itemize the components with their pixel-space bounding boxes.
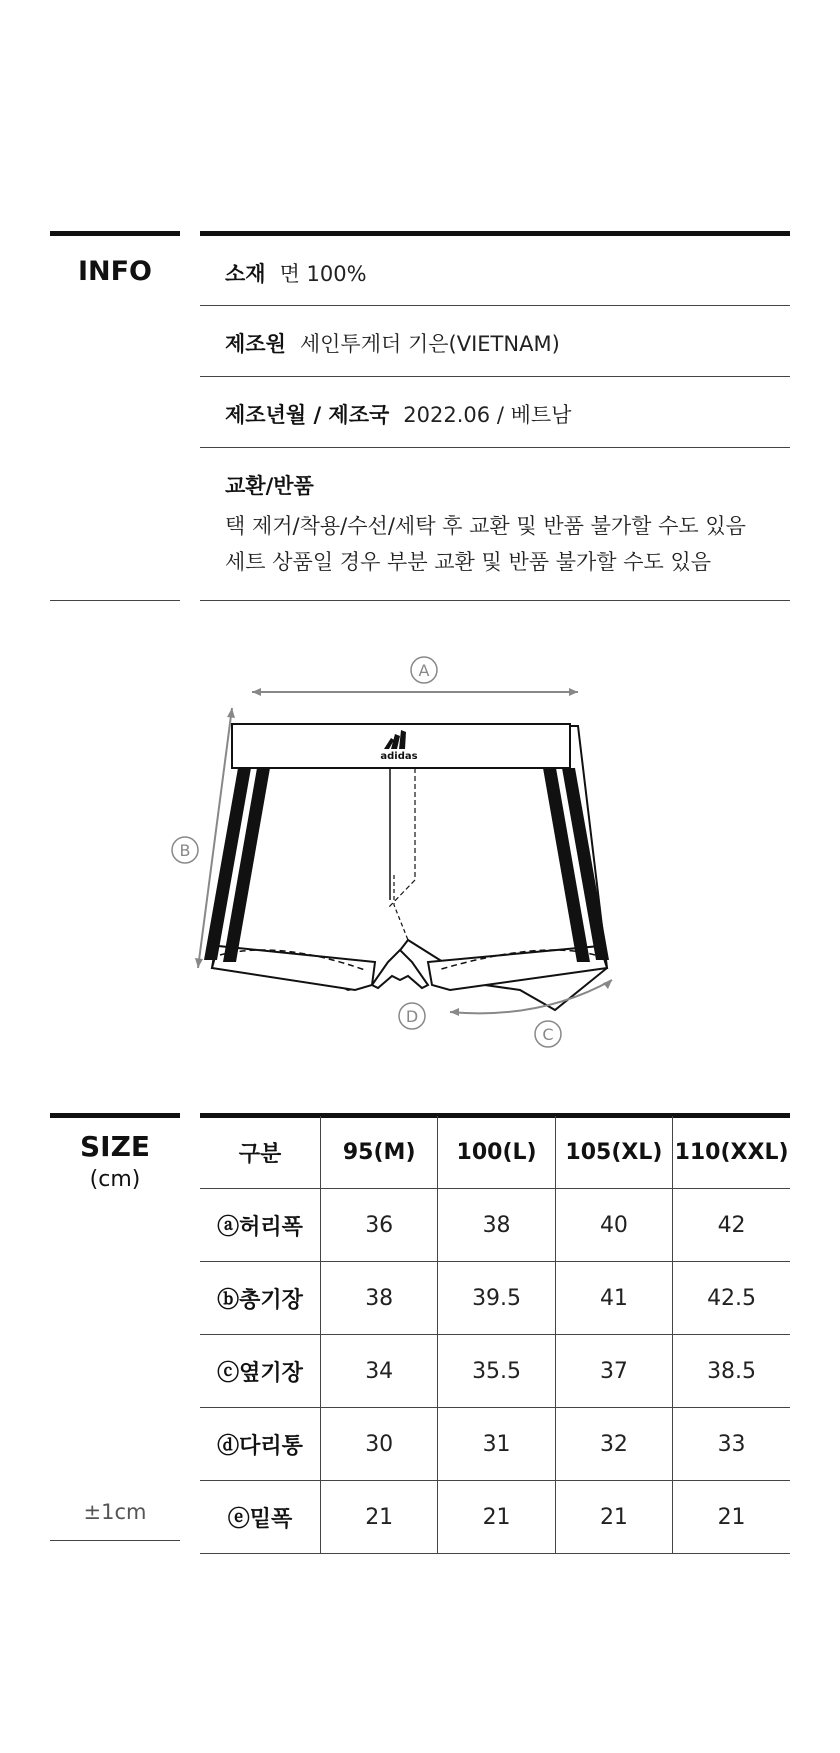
- info-bottom-rule: [200, 600, 790, 601]
- table-cell: 40: [555, 1189, 672, 1262]
- table-cell: 35.5: [438, 1335, 555, 1408]
- info-divider: [200, 305, 790, 306]
- table-cell: 39.5: [438, 1262, 555, 1335]
- date-value: 2022.06 / 베트남: [403, 403, 572, 427]
- date-label: 제조년월 / 제조국: [225, 403, 390, 427]
- arrow-a-right: [569, 688, 578, 696]
- info-section-title: [50, 256, 180, 287]
- table-row: [200, 1408, 790, 1481]
- table-cell: 21: [321, 1481, 438, 1554]
- size-title: SIZE: [79, 1130, 150, 1163]
- info-divider: [200, 447, 790, 448]
- table-row: [200, 1481, 790, 1554]
- table-cell: 32: [555, 1408, 672, 1481]
- table-cell: 38: [321, 1262, 438, 1335]
- mark-b-label: B: [179, 841, 191, 860]
- table-cell: 21: [555, 1481, 672, 1554]
- table-cell: 21: [438, 1481, 555, 1554]
- size-tolerance: ±1cm: [83, 1500, 147, 1524]
- size-section-title: [50, 1130, 180, 1192]
- mark-a-label: A: [418, 661, 430, 680]
- shorts-diagram: [160, 650, 640, 1050]
- size-label-top-rule: [50, 1113, 180, 1118]
- mark-c-label: C: [542, 1025, 554, 1044]
- table-row: [200, 1189, 790, 1262]
- table-row: [200, 1262, 790, 1335]
- table-row-label: ⓓ다리통: [200, 1408, 321, 1481]
- table-header-cell: 110(XXL): [673, 1116, 790, 1189]
- table-cell: 34: [321, 1335, 438, 1408]
- material-value: 면 100%: [279, 262, 367, 286]
- exchange-notes: [225, 508, 790, 580]
- size-unit: (cm): [89, 1167, 141, 1192]
- exchange-line-2: 세트 상품일 경우 부분 교환 및 반품 불가할 수도 있음: [225, 550, 712, 574]
- info-title: INFO: [77, 256, 153, 287]
- table-cell: 33: [673, 1408, 790, 1481]
- table-cell: 42: [673, 1189, 790, 1262]
- info-top-rule: [200, 231, 790, 236]
- table-cell: 41: [555, 1262, 672, 1335]
- table-cell: 30: [321, 1408, 438, 1481]
- exchange-label: 교환/반품: [225, 474, 314, 498]
- table-cell: 38.5: [673, 1335, 790, 1408]
- arrow-c-left: [450, 1008, 459, 1016]
- info-label-top-rule: [50, 231, 180, 236]
- size-table-header: [200, 1116, 790, 1189]
- table-row-label: ⓒ옆기장: [200, 1335, 321, 1408]
- table-cell: 37: [555, 1335, 672, 1408]
- exchange-line-1: 택 제거/착용/수선/세탁 후 교환 및 반품 불가할 수도 있음: [225, 514, 746, 538]
- table-cell: 42.5: [673, 1262, 790, 1335]
- table-cell: 31: [438, 1408, 555, 1481]
- info-row-maker: [225, 328, 790, 358]
- table-row-label: ⓐ허리폭: [200, 1189, 321, 1262]
- info-row-exchange: [225, 470, 790, 580]
- maker-label: 제조원: [225, 332, 286, 356]
- brand-label: adidas: [380, 751, 418, 762]
- info-label-bottom-rule: [50, 600, 180, 601]
- table-header-cell: 100(L): [438, 1116, 555, 1189]
- info-row-date: [225, 399, 790, 429]
- table-row: [200, 1335, 790, 1408]
- table-row-label: ⓔ밑폭: [200, 1481, 321, 1554]
- mark-d-label: D: [405, 1007, 419, 1026]
- size-label-bottom-rule: [50, 1540, 180, 1541]
- table-header-cell: 구분: [200, 1116, 321, 1189]
- table-row-label: ⓑ총기장: [200, 1262, 321, 1335]
- table-header-cell: 105(XL): [555, 1116, 672, 1189]
- size-table: [200, 1116, 790, 1554]
- table-cell: 38: [438, 1189, 555, 1262]
- info-divider: [200, 376, 790, 377]
- table-cell: 21: [673, 1481, 790, 1554]
- maker-value: 세인투게더 기은(VIETNAM): [299, 332, 560, 356]
- table-header-cell: 95(M): [321, 1116, 438, 1189]
- table-cell: 36: [321, 1189, 438, 1262]
- arrow-a-left: [252, 688, 261, 696]
- info-row-material: [225, 258, 790, 288]
- material-label: 소재: [225, 262, 266, 286]
